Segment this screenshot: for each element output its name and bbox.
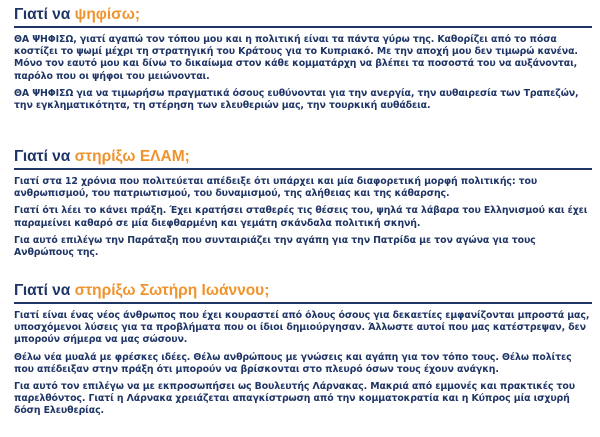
- paragraph: Θέλω νέα μυαλά με φρέσκες ιδέες. Θέλω ανθρώπους με γνώσεις και αγάπη για τον τόπο τους. Θέλω πολίτες που απέδειξαν στην πράξη ότι μπορούν να βρίσκονται στο πλευρό όσων τους έχουν ανάγκη.: [14, 351, 572, 375]
- paragraph: ΘΑ ΨΗΦΙΣΩ για να τιμωρήσω πραγματικά όσους ευθύνονται για την ανεργία, την αυθαιρεσία των Τραπεζών, την εγκληματικότητα, τη στέρηση των ελευθεριών μας, την τουρκική αυθάδεια.: [14, 87, 579, 112]
- heading-prefix: Γιατί να: [14, 282, 75, 299]
- paragraph: Γιατί στα 12 χρόνια που πολιτεύεται απέδειξε ότι υπάρχει και μία διαφορετική μορφή πολιτικής: του ανθρωπισμού, του πατριωτισμού, του δυναμισμού, της αλήθειας και της κάθαρσης.: [14, 176, 538, 200]
- paragraph: Για αυτό επιλέγω την Παράταξη που συνταιριάζει την αγάπη για την Πατρίδα με τον αγώνα για τους Ανθρώπους της.: [14, 234, 536, 259]
- section-why-support-candidate: [14, 281, 592, 423]
- section-why-support-elam: [14, 147, 592, 264]
- heading-accent: στηρίξω Σωτήρη Ιωάννου;: [74, 282, 270, 299]
- heading-underline: [14, 26, 592, 28]
- heading-accent: ψηφίσω;: [74, 6, 141, 23]
- section-heading: [14, 5, 592, 25]
- heading-prefix: Γιατί να: [14, 148, 75, 165]
- heading-underline: [14, 168, 592, 170]
- paragraph: ΘΑ ΨΗΦΙΣΩ, γιατί αγαπώ τον τόπου μου και η πολιτική είναι τα πάντα γύρω της. Καθορίζει από το πόσα κοστίζει το ψωμί μέχρι τη στρατηγική του Κράτους για το Κυπριακό. Με την αποχή μου δεν τιμωρώ κανένα. Μόνο τον εαυτό μου και δίνω το δικαίωμα στον κάθε κομματάρχη να βλέπει τα ποσοστά του να αυξάνονται, παρόλο που οι ψήφοι του μειώνονται.: [14, 34, 578, 82]
- paragraph: Για αυτό τον επιλέγω να με εκπροσωπήσει ως Βουλευτής Λάρνακας. Μακριά από εμμονές και πρακτικές του παρελθόντος. Γιατί η Λάρνακα χρειάζεται απαγκίστρωση από την κομματοκρατία και η Κύπρος μία ισχυρή δόση Ελευθερίας.: [14, 381, 575, 417]
- heading-prefix: Γιατί να: [14, 6, 75, 23]
- section-why-vote: [14, 5, 592, 117]
- heading-underline: [14, 302, 592, 304]
- section-heading: [14, 281, 592, 301]
- section-heading: [14, 147, 592, 167]
- paragraph: Γιατί είναι ένας νέος άνθρωπος που έχει κουραστεί από όλους όσους για δεκαετίες εμφανίζονται μπροστά μας, υποσχόμενοι λύσεις για τα προβλήματα που οι ίδιοι δημιούργησαν. Άλλωστε αυτοί που μας κατέστρεψαν, δεν μπορούν σήμερα να μας σώσουν.: [14, 310, 590, 346]
- heading-accent: στηρίξω ΕΛΑΜ;: [74, 148, 190, 165]
- paragraph: Γιατί ότι λέει το κάνει πράξη. Έχει κρατήσει σταθερές τις θέσεις του, ψηλά τα λάβαρα του Ελληνισμού και έχει παραμείνει καθαρό σε μία διεφθαρμένη και γεμάτη σκάνδαλα πολιτική σκηνή.: [14, 205, 588, 229]
